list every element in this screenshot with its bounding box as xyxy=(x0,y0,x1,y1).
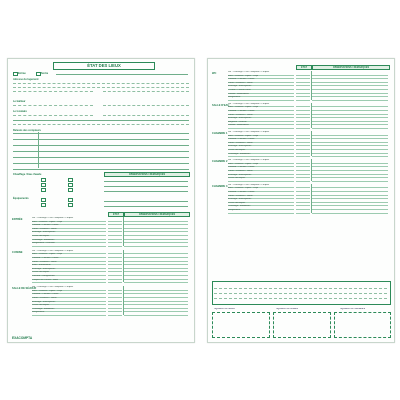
room-item-row[interactable]: Rangements xyxy=(228,209,294,214)
room-item-row[interactable]: Cuvette / Chasse d'eau xyxy=(228,89,294,94)
entry-date-line xyxy=(56,74,188,75)
room-item-row[interactable]: Chauffage / Radiateurs xyxy=(228,153,294,158)
chauffage-check-5[interactable] xyxy=(68,183,73,187)
entry-checkbox-label: Entrée xyxy=(18,71,26,75)
equipements-section-label: Équipements xyxy=(13,197,29,200)
room-name: SALLE DE SÉJOUR xyxy=(12,287,37,291)
equip-check-1[interactable] xyxy=(41,198,46,202)
form-title: ÉTAT DES LIEUX xyxy=(53,62,155,70)
room-item-row[interactable]: Murs - Peinture / Papier / Crépi xyxy=(228,135,294,140)
room-item-row[interactable]: Lavabo / Robinetterie xyxy=(228,124,294,129)
room-item-row[interactable]: Murs - Peinture / Papier / Crépi xyxy=(32,221,106,226)
room-item-row[interactable]: Sol - Carrelage / Lino / Moquette / Parquet xyxy=(228,184,294,189)
releves-rule-6 xyxy=(13,163,189,164)
room-name: CUISINE xyxy=(12,250,23,254)
room-item-row[interactable]: Prises électriques xyxy=(228,177,294,182)
room-item-row[interactable]: Sol - Carrelage / Lino / Moquette / Parquet xyxy=(228,103,294,108)
right-form-sheet xyxy=(207,58,395,343)
room-observation-cell[interactable] xyxy=(124,311,188,316)
exit-checkbox-label: Sortie xyxy=(41,71,49,75)
room-etat-cell[interactable] xyxy=(296,177,310,182)
brand-logo: EXACOMPTA xyxy=(12,336,33,340)
room-item-row[interactable]: Chauffage / Radiateurs xyxy=(32,308,106,313)
left-form-sheet xyxy=(7,58,195,343)
room-name: ENTRÉE xyxy=(12,218,23,221)
chauffage-rule-3 xyxy=(104,191,188,192)
bailleur-line-1[interactable] xyxy=(13,105,93,106)
releves-section-label: Relevés des compteurs xyxy=(13,129,41,132)
room-item-row[interactable]: Éclairage / Interrupteurs xyxy=(228,145,294,150)
room-item-row[interactable]: Plafonds - Peinture / Dalles xyxy=(32,293,106,298)
room-etat-cell[interactable] xyxy=(108,311,122,316)
room-item-row[interactable]: Prises électriques xyxy=(32,235,106,240)
room-item-row[interactable]: Plafonds - Peinture / Dalles xyxy=(228,78,294,83)
room-item-row[interactable]: Éclairage / Interrupteurs xyxy=(228,174,294,179)
room-etat-cell[interactable] xyxy=(296,209,310,214)
room-etat-cell[interactable] xyxy=(108,242,122,247)
signature-locataire-label: Signature du locataire xyxy=(276,308,299,310)
room-item-row[interactable]: Portes / Fenêtres / Volets xyxy=(228,170,294,175)
date-line[interactable] xyxy=(13,124,189,125)
room-column-divider xyxy=(311,71,312,100)
signature-mandataire-box[interactable] xyxy=(334,312,391,338)
chauffage-check-3[interactable] xyxy=(41,188,46,192)
room-column-divider xyxy=(311,184,312,213)
room-item-row[interactable]: Sol - Carrelage / Lino / Moquette / Parquet xyxy=(32,217,106,222)
signature-bailleur-box[interactable] xyxy=(212,312,270,338)
room-column-divider xyxy=(311,103,312,128)
address-line-3[interactable] xyxy=(13,91,93,92)
room-name: WC xyxy=(212,72,217,75)
equip-check-3[interactable] xyxy=(41,203,46,207)
chauffage-section-label: Chauffage / Eau chaude xyxy=(13,173,42,176)
room-item-row[interactable]: Éclairage / Interrupteurs xyxy=(32,268,106,273)
room-etat-cell[interactable] xyxy=(108,279,122,284)
room-etat-cell[interactable] xyxy=(296,124,310,129)
bailleur-line-2[interactable] xyxy=(103,105,189,106)
room-column-divider xyxy=(123,286,124,315)
room-item-row[interactable]: Éclairage / Interrupteurs xyxy=(32,231,106,236)
room-etat-cell[interactable] xyxy=(296,153,310,158)
room-item-row[interactable]: Murs - Peinture / Papier / Crépi xyxy=(32,253,106,258)
remarks-rule-3 xyxy=(214,298,387,299)
room-block xyxy=(212,103,389,129)
room-item-row[interactable]: Baignoire / Douche xyxy=(228,121,294,126)
room-item-row[interactable]: Chauffage / Radiateurs xyxy=(32,239,106,244)
room-item-row[interactable]: Plafonds - Peinture / Dalles xyxy=(32,257,106,262)
locataire-section-label: Le locataire xyxy=(13,110,27,113)
equip-check-2[interactable] xyxy=(68,198,73,202)
equip-check-4[interactable] xyxy=(68,203,73,207)
room-item-row[interactable]: Prises électriques xyxy=(32,304,106,309)
room-block xyxy=(12,217,189,247)
room-item-row[interactable]: Éclairage / Interrupteurs xyxy=(228,198,294,203)
room-block xyxy=(12,250,189,283)
observations-header-left: OBSERVATIONS / REMARQUES xyxy=(124,212,190,217)
equip-rule-1 xyxy=(104,201,188,202)
bailleur-section-label: Le bailleur xyxy=(13,100,26,103)
locataire-line-1[interactable] xyxy=(13,115,93,116)
room-item-row[interactable]: Portes / Fenêtres / Volets xyxy=(228,114,294,119)
room-name: CHAMBRE 3 xyxy=(212,184,228,188)
room-item-row[interactable]: Plafonds - Peinture / Dalles xyxy=(228,191,294,196)
etat-header-right: ÉTAT xyxy=(296,65,312,70)
room-item-row[interactable]: Éclairage / Interrupteurs xyxy=(228,85,294,90)
room-observation-cell[interactable] xyxy=(312,153,388,158)
room-name: CHAMBRE 2 xyxy=(212,160,228,164)
releves-rule-1 xyxy=(13,133,189,134)
room-observation-cell[interactable] xyxy=(312,209,388,214)
room-item-row[interactable]: Rangements xyxy=(228,96,294,101)
remarks-rule-1 xyxy=(214,288,387,289)
room-item-row[interactable]: Portes / Fenêtres / Volets xyxy=(228,82,294,87)
room-item-row[interactable]: Portes / Fenêtres / Volets xyxy=(228,142,294,147)
room-name: CHAMBRE 1 xyxy=(212,132,228,135)
room-column-divider xyxy=(123,250,124,282)
chauffage-check-2[interactable] xyxy=(41,183,46,187)
releves-rule-4 xyxy=(13,151,189,152)
signature-divider xyxy=(13,120,189,121)
address-line-2[interactable] xyxy=(13,87,189,88)
room-observation-cell[interactable] xyxy=(124,279,188,284)
room-item-row[interactable]: Sol - Carrelage / Lino / Moquette / Parquet xyxy=(228,131,294,136)
room-etat-cell[interactable] xyxy=(296,96,310,101)
room-block xyxy=(212,184,389,214)
room-item-row[interactable]: Éclairage / Interrupteurs xyxy=(32,301,106,306)
room-observation-cell[interactable] xyxy=(312,124,388,129)
chauffage-check-6[interactable] xyxy=(68,188,73,192)
room-name: SALLE D'EAU xyxy=(212,103,230,107)
room-item-row[interactable]: Portes / Fenêtres / Volets xyxy=(32,228,106,233)
signature-locataire-box[interactable] xyxy=(273,312,331,338)
room-column-divider xyxy=(311,159,312,181)
room-item-row[interactable]: Portes / Fenêtres / Volets xyxy=(32,297,106,302)
room-item-row[interactable]: Évier / Robinetterie xyxy=(32,264,106,269)
room-item-row[interactable]: Plaques de cuisson / Hotte xyxy=(32,279,106,284)
releves-rule-3 xyxy=(13,145,189,146)
chauffage-rule-1 xyxy=(104,181,188,182)
room-item-row[interactable]: Murs - Peinture / Papier / Crépi xyxy=(228,163,294,168)
chauffage-check-1[interactable] xyxy=(41,178,46,182)
room-column-divider xyxy=(311,131,312,156)
releves-rule-2 xyxy=(13,139,189,140)
room-item-row[interactable]: Sol - Carrelage / Lino / Moquette / Parquet xyxy=(228,159,294,164)
logement-section-label: Adresse du logement xyxy=(13,78,39,81)
room-item-row[interactable]: Sol - Carrelage / Lino / Moquette / Parquet xyxy=(228,71,294,76)
remarks-rule-2 xyxy=(214,293,387,294)
address-line-1[interactable] xyxy=(13,83,189,84)
signature-mandataire-label: Signature du mandataire xyxy=(340,308,366,310)
room-item-row[interactable]: Plafonds - Peinture / Dalles xyxy=(32,224,106,229)
address-line-4[interactable] xyxy=(103,91,189,92)
room-item-row[interactable]: Sol - Carrelage / Lino / Moquette / Parquet xyxy=(32,250,106,255)
room-item-row[interactable]: Chauffage / Radiateurs xyxy=(228,205,294,210)
chauffage-rule-2 xyxy=(104,186,188,187)
room-item-row[interactable]: Murs - Peinture / Papier / Crépi xyxy=(228,187,294,192)
room-item-row[interactable]: Rangements / Placards xyxy=(32,242,106,247)
equip-rule-2 xyxy=(104,206,188,207)
locataire-line-2[interactable] xyxy=(103,115,189,116)
room-item-row[interactable]: Sol - Carrelage / Lino / Moquette / Parquet xyxy=(32,286,106,291)
room-item-row[interactable]: Rangements xyxy=(32,311,106,316)
releves-rule-7 xyxy=(13,169,189,170)
room-item-row[interactable]: Murs - Peinture / Papier / Crépi xyxy=(32,290,106,295)
room-observation-cell[interactable] xyxy=(124,242,188,247)
room-item-row[interactable]: Plafonds - Peinture / Dalles xyxy=(228,138,294,143)
room-item-row[interactable]: Plafonds - Peinture / Dalles xyxy=(228,110,294,115)
room-item-row[interactable]: Portes / Fenêtres / Volets xyxy=(32,261,106,266)
room-item-row[interactable]: Portes / Fenêtres / Volets xyxy=(228,195,294,200)
etat-header-left: ÉTAT xyxy=(108,212,124,217)
room-item-row[interactable]: Murs - Peinture / Papier / Crépi xyxy=(228,75,294,80)
observations-header-top: OBSERVATIONS / REMARQUES xyxy=(104,172,190,177)
room-column-divider xyxy=(123,217,124,246)
signature-bailleur-label: Signature du bailleur xyxy=(214,308,236,310)
observations-header-right: OBSERVATIONS / REMARQUES xyxy=(312,65,390,70)
room-item-row[interactable]: Éclairage / Interrupteurs xyxy=(228,117,294,122)
room-block xyxy=(212,131,389,157)
room-block xyxy=(12,286,189,316)
room-item-row[interactable]: Prises électriques xyxy=(228,149,294,154)
room-observation-cell[interactable] xyxy=(312,177,388,182)
room-item-row[interactable]: Plafonds - Peinture / Dalles xyxy=(228,166,294,171)
room-item-row[interactable]: Prises électriques xyxy=(32,271,106,276)
room-block xyxy=(212,159,389,182)
room-item-row[interactable]: Lavabo / Robinetterie xyxy=(228,93,294,98)
room-observation-cell[interactable] xyxy=(312,96,388,101)
room-item-row[interactable]: Prises électriques xyxy=(228,202,294,207)
room-block xyxy=(212,71,389,101)
room-item-row[interactable]: Murs - Peinture / Papier / Crépi xyxy=(228,106,294,111)
chauffage-check-4[interactable] xyxy=(68,178,73,182)
releves-rule-5 xyxy=(13,157,189,158)
room-item-row[interactable]: Placards / Rangements xyxy=(32,275,106,280)
